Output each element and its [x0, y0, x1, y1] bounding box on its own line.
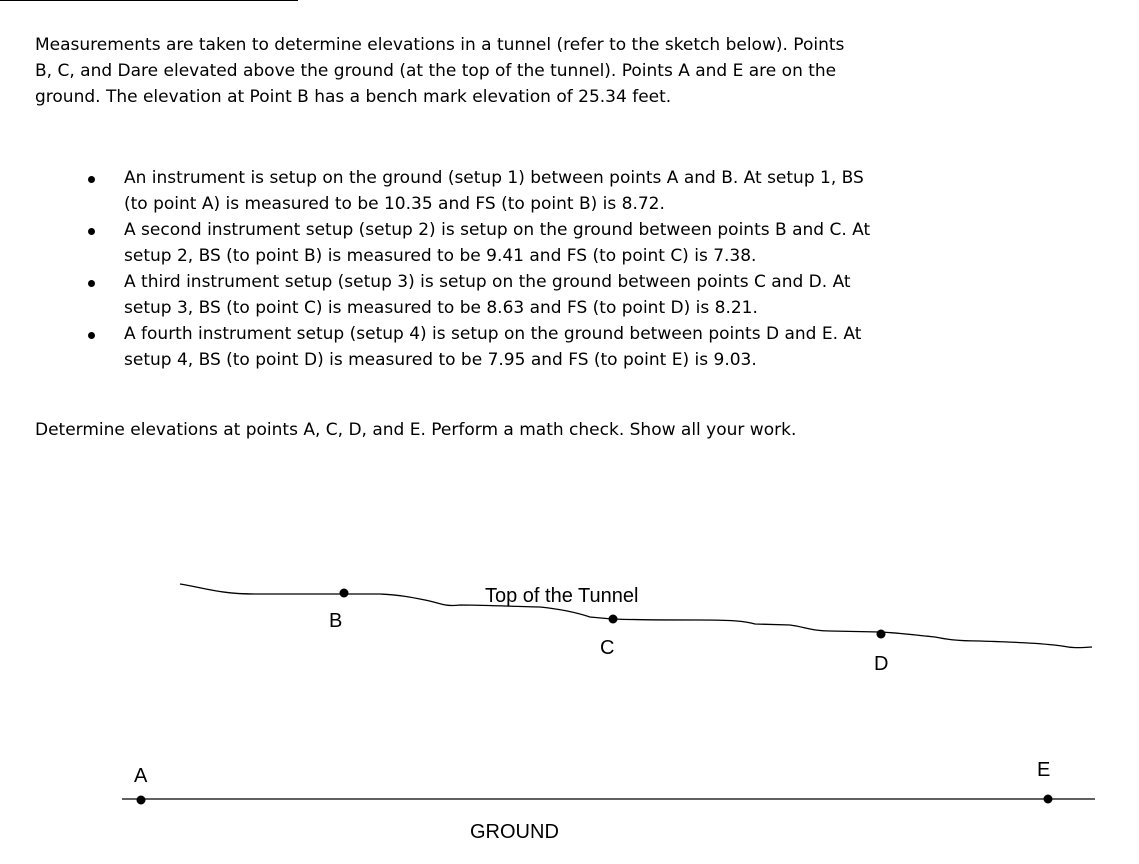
- bullet-icon: [88, 228, 95, 235]
- setup-item-2: [35, 217, 1090, 269]
- intro-line: B, C, and Dare elevated above the ground (at the top of the tunnel). Points A and E are on the: [35, 61, 837, 81]
- setup-item-4: [35, 321, 1090, 373]
- point-d-marker: [877, 630, 886, 639]
- point-c-marker: [609, 615, 618, 624]
- top-rule: [0, 0, 298, 1]
- task-line: Determine elevations at points A, C, D, and E. Perform a math check. Show all your work.: [35, 420, 797, 440]
- ground-label: GROUND: [470, 821, 559, 843]
- point-b-label: B: [329, 610, 343, 632]
- intro-paragraph: [35, 32, 1090, 110]
- tunnel-sketch: [0, 560, 1139, 864]
- setup-line: A second instrument setup (setup 2) is setup on the ground between points B and C. At: [124, 220, 871, 240]
- setup-list: [35, 165, 1090, 373]
- setup-item-1: [35, 165, 1090, 217]
- bullet-icon: [88, 280, 95, 287]
- setup-line: setup 2, BS (to point B) is measured to be 9.41 and FS (to point C) is 7.38.: [124, 246, 757, 266]
- point-b-marker: [340, 589, 349, 598]
- point-d-label: D: [874, 653, 889, 675]
- intro-line: ground. The elevation at Point B has a bench mark elevation of 25.34 feet.: [35, 87, 672, 107]
- point-e-label: E: [1037, 759, 1051, 781]
- setup-item-3: [35, 269, 1090, 321]
- task-paragraph: [35, 417, 1090, 443]
- setup-line: (to point A) is measured to be 10.35 and FS (to point B) is 8.72.: [124, 194, 665, 214]
- setup-line: A third instrument setup (setup 3) is setup on the ground between points C and D. At: [124, 272, 851, 292]
- setup-line: setup 4, BS (to point D) is measured to be 7.95 and FS (to point E) is 9.03.: [124, 350, 757, 370]
- tunnel-label: Top of the Tunnel: [485, 585, 639, 607]
- bullet-icon: [88, 332, 95, 339]
- point-a-marker: [137, 796, 146, 805]
- setup-line: A fourth instrument setup (setup 4) is setup on the ground between points D and E. At: [124, 324, 862, 344]
- intro-line: Measurements are taken to determine elevations in a tunnel (refer to the sketch below). Points: [35, 35, 845, 55]
- setup-line: setup 3, BS (to point C) is measured to be 8.63 and FS (to point D) is 8.21.: [124, 298, 758, 318]
- point-c-label: C: [600, 637, 615, 659]
- setup-line: An instrument is setup on the ground (setup 1) between points A and B. At setup 1, BS: [124, 168, 864, 188]
- bullet-icon: [88, 176, 95, 183]
- point-a-label: A: [134, 765, 148, 787]
- point-e-marker: [1044, 795, 1053, 804]
